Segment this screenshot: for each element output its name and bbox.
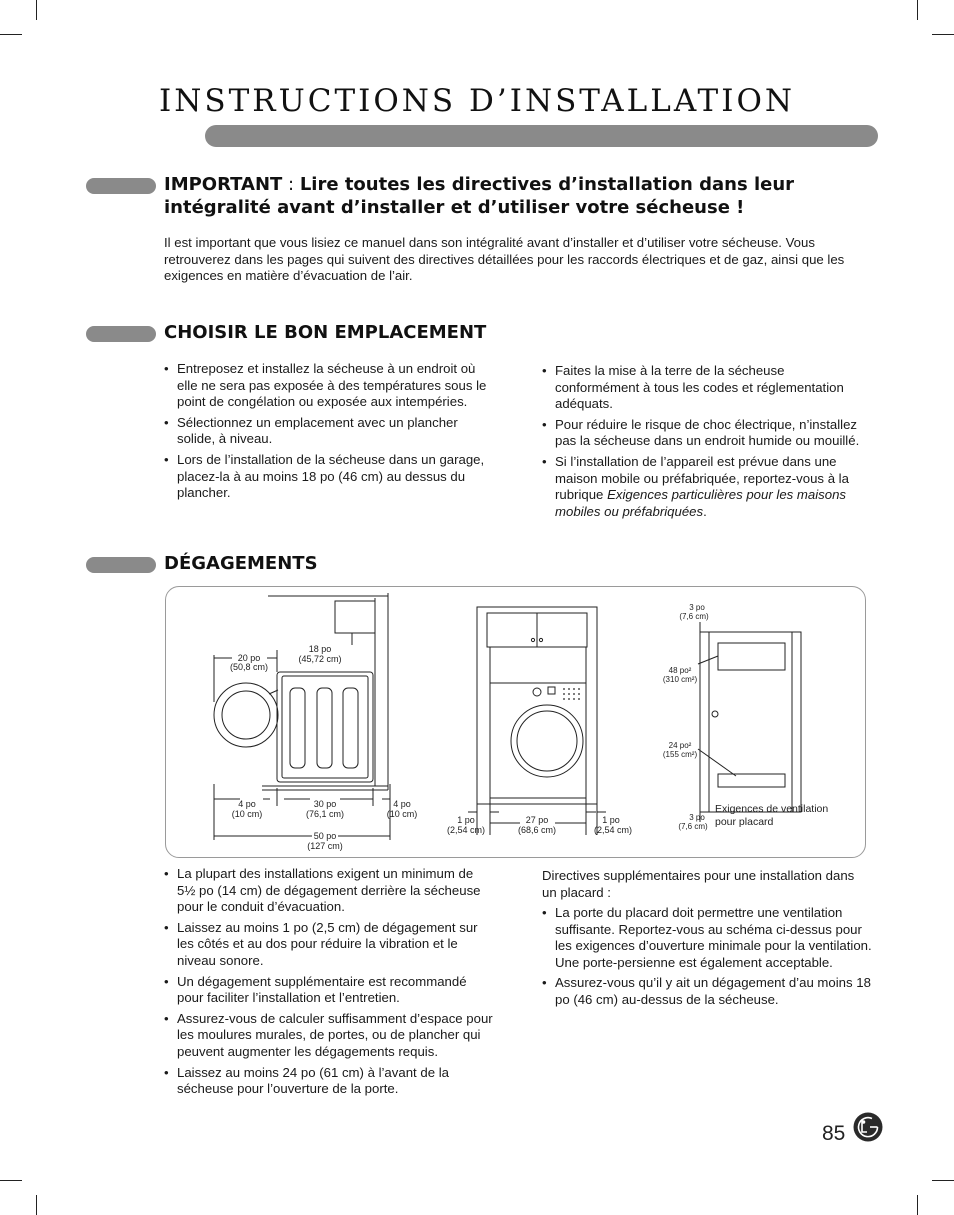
important-paragraph: Il est important que vous lisiez ce manuel dans son intégralité avant d’installer et d’utiliser votre sécheuse. Vous retrouverez dans les pages qui suivent des directives détaillées pour les raccords électriques et de gaz, ainsi que les exigences en matière d’évacuation de l’air. [164, 235, 845, 284]
closet-intro: Directives supplémentaires pour une installation dans un placard : [542, 868, 855, 900]
section-pill [86, 557, 156, 573]
title-bar [205, 125, 878, 147]
diagram-caption: Exigences de ventilation [715, 803, 829, 815]
dim-label: 3 po [689, 813, 705, 822]
emplacement-left-list [164, 361, 494, 506]
dim-label: (10 cm) [231, 809, 263, 819]
list-item-italic: Exigences particulières pour les maisons mobiles ou préfabriquées [555, 487, 847, 519]
dim-label: 3 po [689, 603, 705, 612]
dim-label: (2,54 cm) [446, 825, 486, 835]
list-item: • La plupart des installations exigent un minimum de 5½ po (14 cm) de dégagement derrière la sécheuse pour le conduit d’évacuation. [164, 866, 494, 916]
section-pill [86, 326, 156, 342]
crop-mark [917, 1195, 918, 1215]
diagram-caption: pour placard [715, 816, 774, 828]
crop-mark [932, 1180, 954, 1181]
dim-label: 48 po² [668, 666, 692, 675]
list-item: • Faites la mise à la terre de la sécheuse conformément à tous les codes et réglementation adéquats. [542, 363, 872, 413]
dim-label: 18 po [308, 644, 332, 654]
dim-label: 30 po [313, 799, 337, 809]
list-item: • Entreposez et installez la sécheuse à un endroit où elle ne sera pas exposée à des températures sous le point de congélation ou exposée aux intempéries. [164, 361, 494, 411]
list-item [542, 454, 872, 520]
dim-label: 4 po [238, 799, 256, 809]
clearance-diagram-frame [165, 586, 866, 858]
list-item-suffix: . [703, 503, 707, 519]
section-pill [86, 178, 156, 194]
dim-label: (76,1 cm) [305, 809, 345, 819]
list-item: • Laissez au moins 1 po (2,5 cm) de dégagement sur les côtés et au dos pour réduire la vibration et le niveau sonore. [164, 920, 494, 970]
dim-label: 50 po [313, 831, 337, 841]
list-item: • Lors de l’installation de la sécheuse dans un garage, placez-la à au moins 18 po (46 cm) au dessus du plancher. [164, 452, 494, 502]
page-number: 85 [822, 1122, 846, 1145]
dim-label: (127 cm) [307, 841, 343, 851]
dim-label: 4 po [393, 799, 411, 809]
dim-label: (7,6 cm) [679, 612, 709, 621]
crop-mark [932, 34, 954, 35]
degagements-heading: DÉGAGEMENTS [164, 553, 318, 574]
important-heading [164, 173, 824, 219]
degagements-left-list [164, 866, 494, 1102]
list-item: • Sélectionnez un emplacement avec un plancher solide, à niveau. [164, 415, 494, 448]
dim-label: (310 cm²) [662, 675, 698, 684]
emplacement-heading: CHOISIR LE BON EMPLACEMENT [164, 322, 487, 343]
dim-label: 27 po [525, 815, 549, 825]
dim-label: 1 po [602, 815, 620, 825]
page-title: INSTRUCTIONS D’INSTALLATION [158, 83, 796, 119]
list-item: • Un dégagement supplémentaire est recommandé pour faciliter l’installation et l’entretien. [164, 974, 494, 1007]
dim-label: 1 po [457, 815, 475, 825]
list-item: • La porte du placard doit permettre une ventilation suffisante. Reportez-vous au schéma ci-dessus pour les exigences d’ouverture minimale pour la ventilation. Une porte-persienne est également acceptable. [542, 905, 872, 971]
dim-label: (68,6 cm) [517, 825, 557, 835]
dim-label: (155 cm²) [662, 750, 698, 759]
crop-mark [0, 1180, 22, 1181]
list-item: • Assurez-vous qu’il y ait un dégagement d’au moins 18 po (46 cm) au-dessus de la sécheuse. [542, 975, 872, 1008]
important-label: IMPORTANT [164, 174, 283, 195]
lg-logo-icon [853, 1112, 883, 1142]
important-heading-text: Lire toutes les directives d’installation dans leur intégralité avant d’installer et d’utiliser votre sécheuse ! [164, 174, 795, 218]
emplacement-right-list [542, 363, 872, 524]
crop-mark [36, 0, 37, 20]
degagements-right-list [542, 905, 872, 1013]
dim-label: (7,6 cm) [678, 822, 708, 831]
crop-mark [917, 0, 918, 20]
dim-label: 20 po [237, 653, 261, 663]
dim-label: (50,8 cm) [229, 662, 269, 672]
crop-mark [0, 34, 22, 35]
list-item-text: Si l’installation de l’appareil est prévue dans une maison mobile ou préfabriquée, reportez-vous à la rubrique [555, 453, 849, 503]
important-separator: : [282, 174, 300, 195]
crop-mark [36, 1195, 37, 1215]
dim-label: (2,54 cm) [593, 825, 633, 835]
list-item: • Laissez au moins 24 po (61 cm) à l’avant de la sécheuse pour l’ouverture de la porte. [164, 1065, 494, 1098]
list-item: • Assurez-vous de calculer suffisamment d’espace pour les moulures murales, de portes, ou de plancher qui peuvent augmenter les dégagements requis. [164, 1011, 494, 1061]
dim-label: (45,72 cm) [298, 654, 342, 664]
list-item: • Pour réduire le risque de choc électrique, n’installez pas la sécheuse dans un endroit humide ou mouillé. [542, 417, 872, 450]
dim-label: 24 po² [668, 741, 692, 750]
dim-label: (10 cm) [386, 809, 418, 819]
